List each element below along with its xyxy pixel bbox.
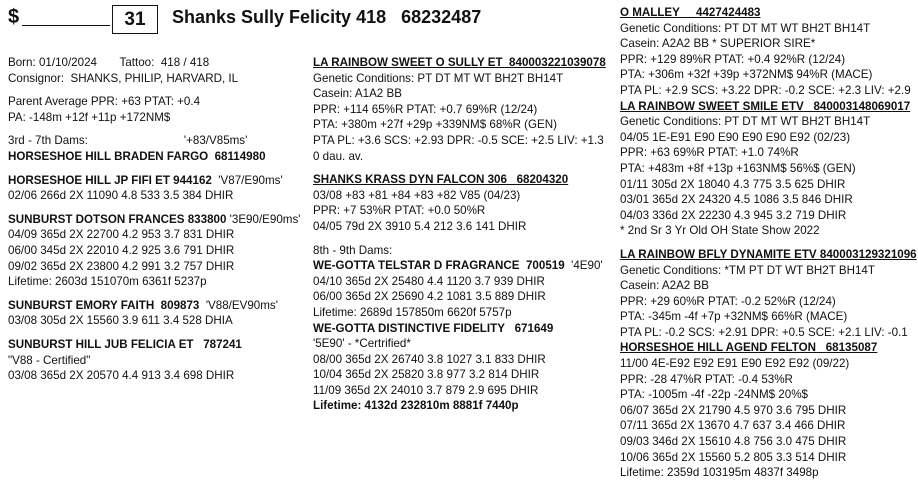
- dam-entry-title: [313, 321, 606, 337]
- price-blank-line: [22, 25, 110, 26]
- lifetime-record: Lifetime: 4132d 232810m 8881f 7440p: [313, 399, 519, 413]
- column-sire-dam: [313, 55, 606, 414]
- dam-reg: 68204320: [516, 173, 569, 187]
- spacer: [313, 164, 606, 172]
- spacer: [8, 329, 300, 337]
- production-record: 02/06 266d 2X 11090 4.8 533 3.5 384 DHIR: [8, 189, 234, 203]
- pta: PTA: +380m +27f +29p +339NM$ 68%R (GEN): [313, 118, 558, 132]
- production-record: 04/05 79d 2X 3910 5.4 212 3.6 141 DHIR: [313, 219, 527, 233]
- casein: Casein: A1A2 BB: [313, 87, 402, 101]
- born-date: 01/10/2024: [38, 56, 97, 69]
- ppr: PPR: +29 60%R PTAT: -0.2 52%R (12/24): [620, 294, 836, 308]
- dam-reg: 944162: [173, 173, 212, 187]
- production-record: 06/00 345d 2X 22010 4.2 925 3.6 791 DHIR: [8, 243, 235, 257]
- ancestor-title: [620, 247, 917, 263]
- column-grandparents: [620, 5, 917, 481]
- ancestor-title: [620, 99, 917, 115]
- dam-name: SHANKS KRASS DYN FALCON 306: [313, 173, 507, 187]
- dam-entry-title: [313, 258, 606, 274]
- lot-number-box: 31: [112, 5, 158, 34]
- born-label: Born:: [8, 56, 36, 69]
- classification: 04/05 1E-E91 E90 E90 E90 E90 E92 (02/23): [620, 130, 851, 144]
- sire-title: [313, 55, 606, 71]
- dam-reg: 809873: [160, 298, 200, 312]
- dam-class: '3E90/E90ms': [229, 212, 301, 226]
- dam-name: SUNBURST EMORY FAITH: [8, 298, 155, 312]
- pta-pl: PTA PL: +2.9 SCS: +3.22 DPR: -0.2 SCE: +2.3 LIV: +2.9: [620, 83, 911, 97]
- dam-class: '4E90': [571, 259, 603, 273]
- production-record: 06/00 365d 2X 25690 4.2 1081 3.5 889 DHIR: [313, 290, 546, 304]
- classification: 11/00 4E-E92 E92 E91 E90 E92 E92 (09/22): [620, 357, 850, 371]
- ppr: PPR: +7 53%R PTAT: +0.0 50%R: [313, 204, 486, 218]
- dam-class: 'V88/EV90ms': [205, 298, 278, 312]
- ancestor-name: LA RAINBOW SWEET SMILE ETV: [620, 99, 804, 113]
- dams-heading: 8th - 9th Dams:: [313, 243, 393, 257]
- pta-pl: PTA PL: -0.2 SCS: +2.91 DPR: +0.5 SCE: +2.1 LIV: -0.1: [620, 325, 908, 339]
- ppr: PPR: +114 65%R PTAT: +0.7 69%R (12/24): [313, 102, 538, 116]
- dam-name: WE-GOTTA DISTINCTIVE FIDELITY: [313, 321, 505, 335]
- production-record: 10/04 365d 2X 25820 3.8 977 3.2 814 DHIR: [313, 368, 540, 382]
- dam-entry-title: [8, 173, 300, 189]
- production-record: 03/01 365d 2X 24320 4.5 1086 3.5 846 DHIR: [620, 193, 853, 207]
- dam-entry-title: [8, 149, 300, 165]
- ppr: PPR: +63 69%R PTAT: +1.0 74%R: [620, 146, 799, 160]
- certification-note: "V88 - Certified": [8, 353, 91, 367]
- price-dollar-sign: $: [8, 6, 20, 28]
- consignor-label: Consignor:: [8, 71, 65, 85]
- ancestor-title: [620, 340, 917, 356]
- casein: Casein: A2A2 BB * SUPERIOR SIRE*: [620, 37, 816, 51]
- birth-tattoo-line: [8, 55, 300, 71]
- production-record: 09/03 346d 2X 15610 4.8 756 3.0 475 DHIR: [620, 435, 847, 449]
- ancestor-name: LA RAINBOW BFLY DYNAMITE ETV: [620, 247, 817, 261]
- certification-note: '5E90' - *Certrified*: [313, 337, 411, 351]
- spacer: [8, 290, 300, 298]
- dam-reg: 700519: [525, 259, 565, 273]
- spacer: [313, 235, 606, 243]
- lifetime-record: Lifetime: 2359d 103195m 4837f 3498p: [620, 466, 819, 480]
- lifetime-record: Lifetime: 2689d 157850m 6620f 5757p: [313, 305, 512, 319]
- genetic-conditions: Genetic Conditions: PT DT MT WT BH2T BH14T: [620, 21, 871, 35]
- dam-entry-title: [8, 298, 300, 314]
- spacer: [8, 125, 300, 133]
- animal-registration: 68232487: [401, 7, 482, 27]
- genetic-conditions: Genetic Conditions: PT DT MT WT BH2T BH14T: [313, 71, 564, 85]
- production-record: 06/07 365d 2X 21790 4.5 970 3.6 795 DHIR: [620, 403, 847, 417]
- ancestor-name: HORSESHOE HILL AGEND FELTON: [620, 341, 817, 355]
- pta-pl: PTA PL: +3.6 SCS: +2.93 DPR: -0.5 SCE: +2.5 LIV: +1.3: [313, 133, 604, 147]
- production-record: 04/10 365d 2X 25480 4.4 1120 3.7 939 DHIR: [313, 274, 545, 288]
- dams-classification: '+83/V85ms': [183, 134, 248, 148]
- classification: 03/08 +83 +81 +84 +83 +82 V85 (04/23): [313, 188, 521, 202]
- dam-name: HORSESHOE HILL BRADEN FARGO: [8, 149, 209, 163]
- dam-class: 'V87/E90ms': [218, 173, 283, 187]
- ancestor-reg: 4427424483: [696, 6, 761, 19]
- animal-title: [172, 7, 481, 28]
- production-record: 03/08 305d 2X 15560 3.9 611 3.4 528 DHIA: [8, 314, 233, 328]
- dam-title: [313, 172, 606, 188]
- sire-name: LA RAINBOW SWEET O SULLY ET: [313, 56, 503, 69]
- genetic-conditions: Genetic Conditions: *TM PT DT WT BH2T BH14T: [620, 263, 875, 277]
- dam-reg: 671649: [514, 321, 554, 335]
- production-record: 04/03 336d 2X 22230 4.3 945 3.2 719 DHIR: [620, 208, 847, 222]
- casein: Casein: A2A2 BB: [620, 279, 709, 293]
- dam-name: SUNBURST DOTSON FRANCES: [8, 212, 185, 226]
- animal-name: Shanks Sully Felicity 418: [172, 7, 387, 27]
- parent-average-pta: PA: -148m +12f +11p +172NM$: [8, 110, 171, 124]
- genetic-conditions: Genetic Conditions: PT DT MT WT BH2T BH14T: [620, 115, 871, 129]
- sire-reg: 840003221039078: [509, 56, 606, 69]
- ppr: PPR: -28 47%R PTAT: -0.4 53%R: [620, 372, 793, 386]
- dam-reg: 68114980: [214, 149, 266, 163]
- production-record: 01/11 305d 2X 18040 4.3 775 3.5 625 DHIR: [620, 177, 846, 191]
- dam-reg: 833800: [187, 212, 227, 226]
- dams-heading-line: [8, 133, 300, 149]
- dam-entry-title: [8, 212, 300, 228]
- ancestor-reg: 840003148069017: [813, 99, 911, 113]
- column-animal-info: [8, 55, 300, 384]
- spacer: [8, 165, 300, 173]
- production-record: 08/00 365d 2X 26740 3.8 1027 3.1 833 DHIR: [313, 352, 546, 366]
- spacer: [8, 86, 300, 94]
- ancestor-reg: 68135087: [825, 341, 878, 355]
- consignor-value: SHANKS, PHILIP, HARVARD, IL: [70, 71, 239, 85]
- production-record: 07/11 365d 2X 13670 4.7 637 3.4 466 DHIR: [620, 419, 846, 433]
- production-record: 09/02 365d 2X 23800 4.2 991 3.2 757 DHIR: [8, 259, 235, 273]
- parent-average: Parent Average PPR: +63 PTAT: +0.4: [8, 95, 201, 109]
- production-record: 03/08 365d 2X 20570 4.4 913 3.4 698 DHIR: [8, 369, 235, 383]
- ancestor-title: [620, 5, 917, 21]
- pta: PTA: -345m -4f +7p +32NM$ 66%R (MACE): [620, 310, 848, 324]
- spacer: [8, 204, 300, 212]
- dam-reg: 787241: [203, 337, 242, 351]
- production-record: 11/09 365d 2X 24010 3.7 879 2.9 695 DHIR: [313, 383, 539, 397]
- dams-heading: 3rd - 7th Dams:: [8, 134, 88, 148]
- dam-entry-title: [8, 337, 300, 353]
- pta: PTA: +306m +32f +39p +372NM$ 94%R (MACE): [620, 68, 873, 82]
- production-record: 04/09 365d 2X 22700 4.2 953 3.7 831 DHIR: [8, 228, 235, 242]
- pta: PTA: -1005m -4f -22p -24NM$ 20%$: [620, 388, 808, 402]
- pta: PTA: +483m +8f +13p +163NM$ 56%$ (GEN): [620, 161, 856, 175]
- ancestor-name: O MALLEY: [620, 6, 680, 19]
- dam-name: SUNBURST HILL JUB FELICIA ET: [8, 337, 194, 351]
- consignor-line: [8, 71, 300, 87]
- tattoo-value: 418 / 418: [160, 56, 210, 69]
- ppr: PPR: +129 89%R PTAT: +0.4 92%R (12/24): [620, 52, 846, 66]
- spacer: [620, 239, 917, 247]
- show-note: * 2nd Sr 3 Yr Old OH State Show 2022: [620, 224, 820, 238]
- daughters-average: 0 dau. av.: [313, 149, 364, 163]
- dam-name: WE-GOTTA TELSTAR D FRAGRANCE: [313, 259, 520, 273]
- tattoo-label: Tattoo:: [119, 56, 155, 69]
- ancestor-reg: 840003129321096: [819, 247, 917, 261]
- lifetime-record: Lifetime: 2603d 151070m 6361f 5237p: [8, 275, 207, 289]
- dam-name: HORSESHOE HILL JP FIFI ET: [8, 173, 170, 187]
- production-record: 10/06 365d 2X 15560 5.2 805 3.3 514 DHIR: [620, 450, 847, 464]
